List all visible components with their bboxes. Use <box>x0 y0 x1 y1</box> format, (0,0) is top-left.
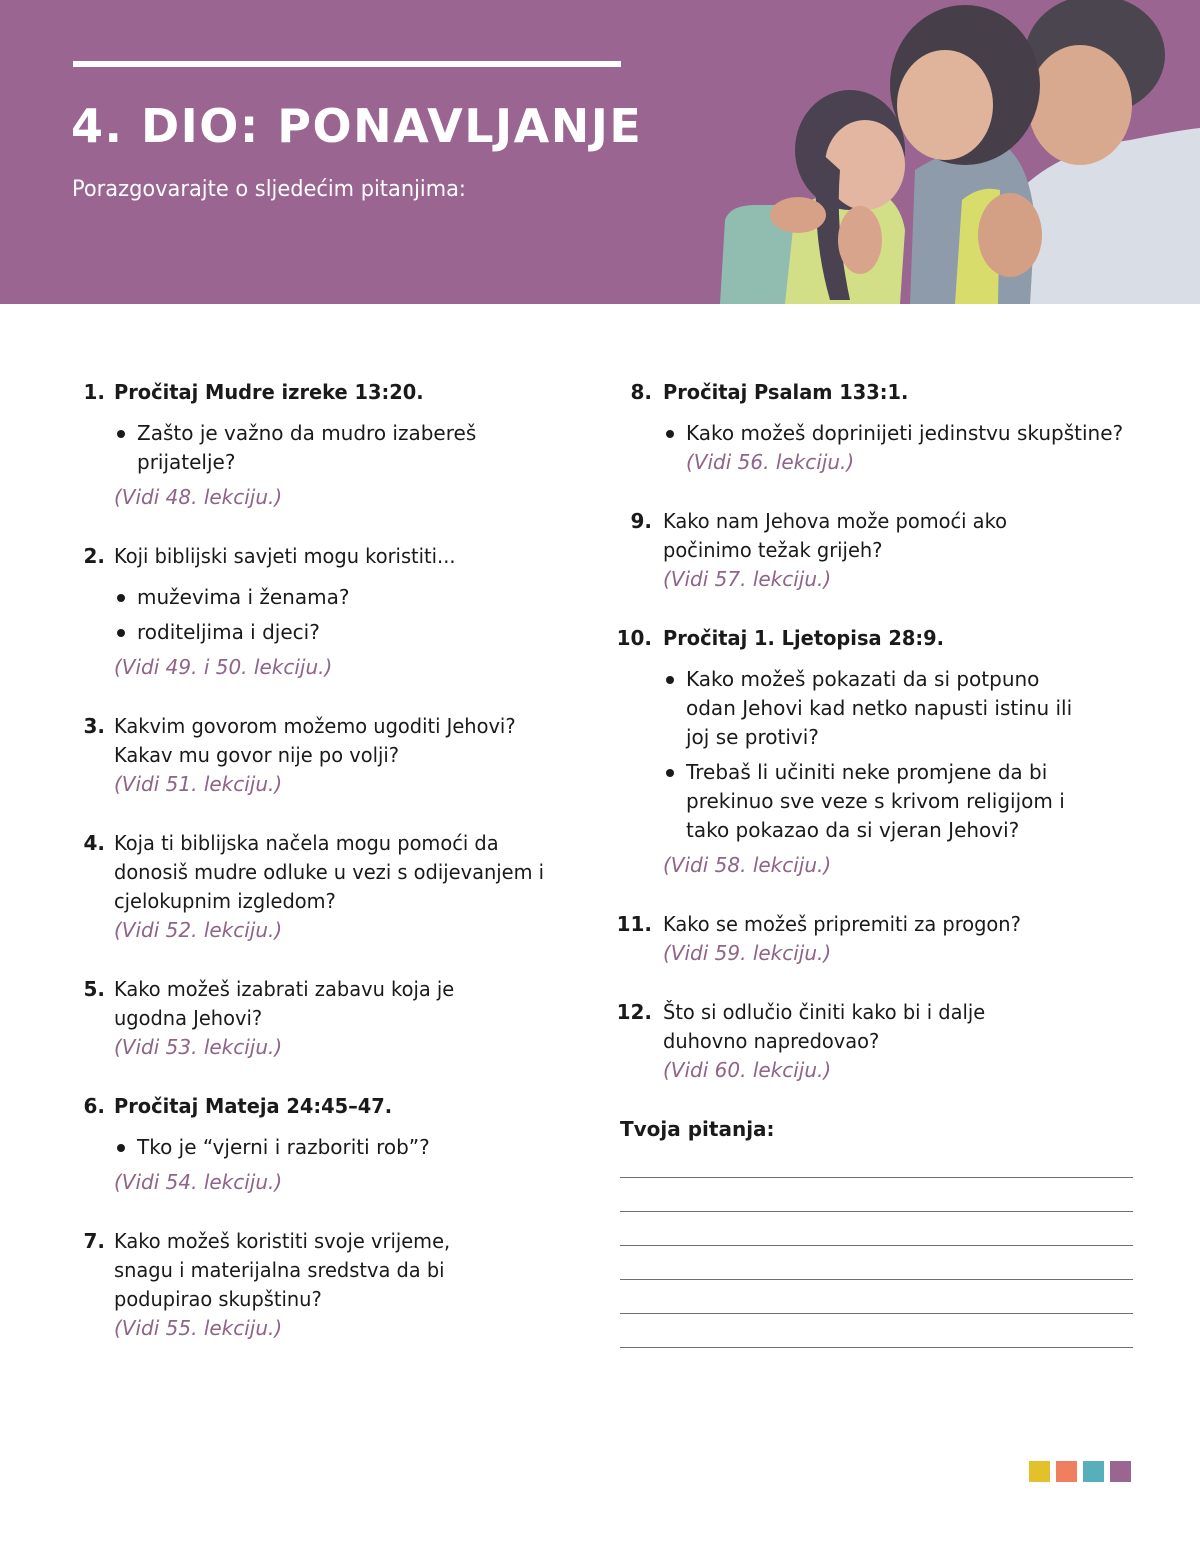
bullet-dot-icon <box>117 629 125 637</box>
header-banner <box>0 0 1200 304</box>
question-bullets <box>114 1133 578 1162</box>
question-item-3 <box>78 712 578 799</box>
color-swatches <box>1029 1461 1131 1482</box>
question-text: Koji biblijski savjeti mogu koristiti... <box>114 544 456 568</box>
writing-lines <box>620 1160 1152 1348</box>
question-item-12 <box>612 998 1152 1085</box>
bullet-dot-icon <box>666 676 674 684</box>
question-number: 10. <box>616 626 652 650</box>
page-title: 4. DIO: PONAVLJANJE <box>71 99 643 153</box>
lesson-reference: (Vidi 56. lekciju.) <box>686 450 855 474</box>
question-item-5 <box>78 975 578 1062</box>
question-bullets <box>663 419 1152 448</box>
question-number: 9. <box>630 509 652 533</box>
bullet-item <box>114 618 578 647</box>
question-text: Pročitaj Mateja 24:45–47. <box>114 1094 393 1118</box>
bullet-text: Kako možeš doprinijeti jedinstvu skupštine? <box>686 421 1124 445</box>
bullet-text: muževima i ženama? <box>137 585 350 609</box>
question-text: Pročitaj Mudre izreke 13:20. <box>114 380 424 404</box>
lesson-reference: (Vidi 58. lekciju.) <box>663 853 832 877</box>
question-text: Pročitaj 1. Ljetopisa 28:9. <box>663 626 944 650</box>
bullet-item <box>663 758 1093 845</box>
question-item-9 <box>612 507 1152 594</box>
bullet-text: Trebaš li učiniti neke promjene da bi prekinuo sve veze s krivom religijom i tako pokazao da si vjeran Jehovi? <box>686 760 1065 842</box>
writing-line[interactable] <box>620 1160 1133 1178</box>
swatch-teal <box>1083 1461 1104 1482</box>
man-praying-hands <box>978 193 1042 277</box>
swatch-yellow <box>1029 1461 1050 1482</box>
question-text: Kako se možeš pripremiti za progon? <box>663 912 1021 936</box>
bullet-item <box>114 583 578 612</box>
question-item-1 <box>78 378 578 512</box>
mother-hand-on-shoulder <box>770 197 826 233</box>
writing-line[interactable] <box>620 1212 1133 1246</box>
bullet-text: Zašto je važno da mudro izabereš prijatelje? <box>137 421 477 474</box>
question-text: Kako nam Jehova može pomoći ako počinimo težak grijeh? <box>663 509 1007 562</box>
question-text: Kakvim govorom možemo ugoditi Jehovi? Kakav mu govor nije po volji? <box>114 714 516 767</box>
bullet-item <box>663 665 1093 752</box>
bullet-item <box>663 419 1152 448</box>
bullet-dot-icon <box>117 1144 125 1152</box>
question-number: 2. <box>83 544 105 568</box>
woman-face <box>897 50 993 160</box>
question-number: 3. <box>83 714 105 738</box>
bullet-text: roditeljima i djeci? <box>137 620 320 644</box>
swatch-coral <box>1056 1461 1077 1482</box>
bullet-text: Tko je “vjerni i razboriti rob”? <box>137 1135 430 1159</box>
question-text: Koja ti biblijska načela mogu pomoći da donosiš mudre odluke u vezi s odijevanjem i cjelokupnim izgledom? <box>114 831 545 913</box>
question-item-4 <box>78 829 578 945</box>
family-praying-illustration <box>700 0 1200 304</box>
question-number: 1. <box>83 380 105 404</box>
question-text: Pročitaj Psalam 133:1. <box>663 380 909 404</box>
question-bullets <box>114 583 578 647</box>
question-item-7 <box>78 1227 578 1343</box>
lesson-reference: (Vidi 52. lekciju.) <box>114 918 283 942</box>
writing-line[interactable] <box>620 1246 1133 1280</box>
writing-line[interactable] <box>620 1280 1133 1314</box>
girl-praying-hands <box>838 206 882 274</box>
lesson-reference: (Vidi 48. lekciju.) <box>114 485 283 509</box>
bullet-dot-icon <box>117 430 125 438</box>
question-number: 8. <box>630 380 652 404</box>
lesson-reference: (Vidi 60. lekciju.) <box>663 1058 832 1082</box>
bullet-item <box>114 1133 578 1162</box>
writing-line[interactable] <box>620 1178 1133 1212</box>
lesson-reference: (Vidi 53. lekciju.) <box>114 1035 283 1059</box>
question-text: Kako možeš koristiti svoje vrijeme, snagu i materijalna sredstva da bi podupirao skupštinu? <box>114 1229 451 1311</box>
question-number: 5. <box>83 977 105 1001</box>
man-face <box>1028 45 1132 165</box>
lesson-reference: (Vidi 51. lekciju.) <box>114 772 283 796</box>
lesson-reference: (Vidi 49. i 50. lekciju.) <box>114 655 333 679</box>
your-questions-section <box>612 1115 1152 1348</box>
lesson-reference: (Vidi 59. lekciju.) <box>663 941 832 965</box>
question-item-8 <box>612 378 1152 477</box>
bullet-dot-icon <box>117 594 125 602</box>
question-item-6 <box>78 1092 578 1197</box>
question-number: 7. <box>83 1229 105 1253</box>
question-item-10 <box>612 624 1152 880</box>
question-text: Što si odlučio činiti kako bi i dalje duhovno napredovao? <box>663 1000 986 1053</box>
writing-line[interactable] <box>620 1314 1133 1348</box>
your-questions-title: Tvoja pitanja: <box>620 1117 775 1141</box>
question-bullets <box>663 665 1093 845</box>
header-rule-divider <box>73 61 621 67</box>
question-number: 6. <box>83 1094 105 1118</box>
page-subtitle: Porazgovarajte o sljedećim pitanjima: <box>72 176 466 202</box>
man-shirt <box>1020 128 1200 304</box>
questions-right-column <box>612 378 1152 1348</box>
question-number: 4. <box>83 831 105 855</box>
question-item-2 <box>78 542 578 682</box>
question-text: Kako možeš izabrati zabavu koja je ugodna Jehovi? <box>114 977 455 1030</box>
bullet-item <box>114 419 578 477</box>
swatch-purple <box>1110 1461 1131 1482</box>
bullet-dot-icon <box>666 769 674 777</box>
lesson-reference: (Vidi 54. lekciju.) <box>114 1170 283 1194</box>
illustration-graphic <box>700 0 1200 304</box>
lesson-reference: (Vidi 57. lekciju.) <box>663 567 832 591</box>
questions-left-column <box>78 378 578 1373</box>
bullet-text: Kako možeš pokazati da si potpuno odan Jehovi kad netko napusti istinu ili joj se protivi? <box>686 667 1073 749</box>
bullet-dot-icon <box>666 430 674 438</box>
question-number: 12. <box>616 1000 652 1024</box>
lesson-reference: (Vidi 55. lekciju.) <box>114 1316 283 1340</box>
question-item-11 <box>612 910 1152 968</box>
question-number: 11. <box>616 912 652 936</box>
question-bullets <box>114 419 578 477</box>
